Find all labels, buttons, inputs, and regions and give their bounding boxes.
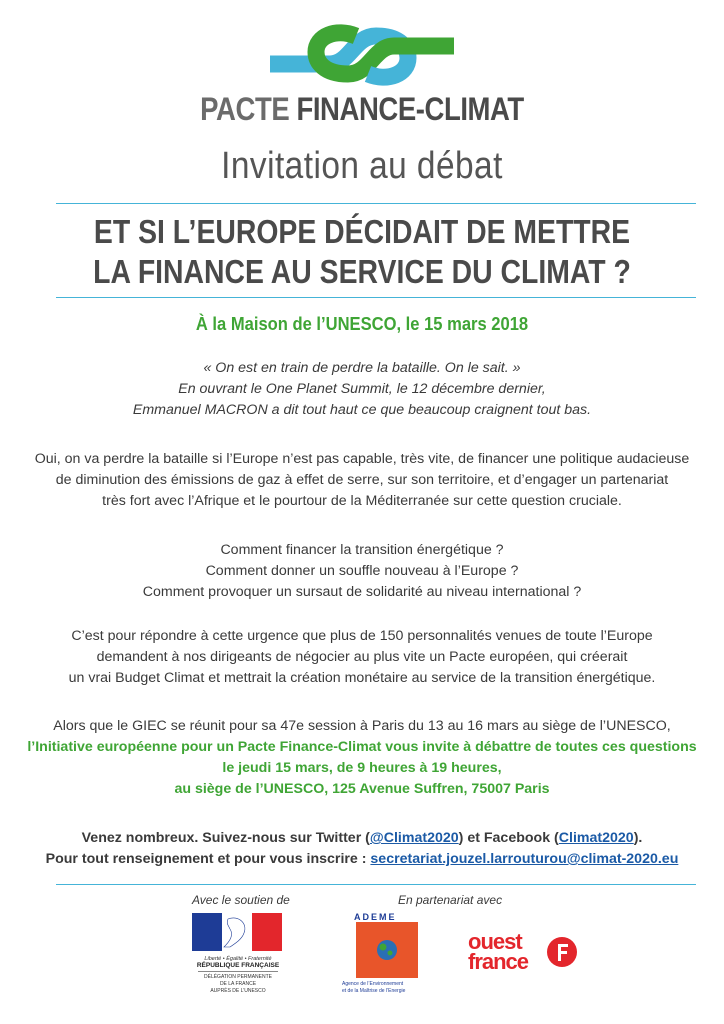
brand-word-2: FINANCE-CLIMAT	[296, 91, 524, 127]
quote-block	[0, 358, 724, 421]
ademe-name: ADEME	[354, 912, 397, 922]
rf-divider	[198, 971, 278, 972]
questions-block	[0, 540, 724, 603]
paragraph-3-line-2: l’Initiative européenne pour un Pacte Finance-Climat vous invite à débattre de toutes ces questions	[27, 739, 697, 755]
paragraph-2	[0, 626, 724, 689]
ademe-logo	[336, 912, 440, 1004]
rf-motto: Liberté • Égalité • Fraternité	[204, 956, 272, 962]
invitation-title: Invitation au débat	[221, 145, 503, 187]
rf-delegation-line-3: AUPRÈS DE L’UNESCO	[210, 988, 266, 994]
rf-delegation-line-2: DE LA FRANCE	[219, 981, 257, 987]
paragraph-3	[0, 716, 724, 800]
paragraph-2-line-3: un vrai Budget Climat et mettrait la création monétaire au service de la transition énergétique.	[68, 670, 656, 686]
republique-francaise-logo	[190, 913, 286, 999]
ademe-caption-line-2: et de la Maîtrise de l’Energie	[342, 988, 406, 994]
paragraph-2-line-1: C’est pour répondre à cette urgence que plus de 150 personnalités venues de toute l’Europe	[71, 628, 653, 644]
twitter-link[interactable]: @Climat2020	[369, 830, 459, 846]
knot-logo-icon	[268, 12, 456, 96]
ouest-france-emblem-icon	[546, 936, 578, 968]
quote-line-3: Emmanuel MACRON a dit tout haut ce que beaucoup craignent tout bas.	[132, 402, 592, 418]
contact-line-2	[0, 849, 724, 870]
quote-line-1: « On est en train de perdre la bataille. On le sait. »	[203, 360, 521, 376]
question-3: Comment provoquer un sursaut de solidarité au niveau international ?	[142, 584, 582, 600]
paragraph-1-line-3: très fort avec l’Afrique et le pourtour de la Méditerranée sur cette question cruciale.	[102, 493, 622, 509]
paragraph-3-line-1: Alors que le GIEC se réunit pour sa 47e session à Paris du 13 au 16 mars au siège de l’UNESCO,	[53, 718, 671, 734]
event-time: le jeudi 15 mars, de 9 heures à 19 heures,	[222, 760, 502, 776]
ouest-france-word-2: france	[468, 949, 529, 974]
contact-pre: Venez nombreux. Suivez-nous sur Twitter (	[81, 830, 370, 846]
paragraph-1	[0, 449, 724, 512]
marianne-flag-icon	[190, 913, 286, 951]
brand-word-1: PACTE	[200, 91, 290, 127]
rf-delegation-line-1: DÉLÉGATION PERMANENTE	[204, 974, 272, 980]
headline-line-1: ET SI L’EUROPE DÉCIDAIT DE METTRE	[93, 213, 631, 250]
rf-delegation	[190, 974, 286, 995]
contact-line-2-pre: Pour tout renseignement et pour vous inscrire :	[45, 851, 371, 867]
contact-mid: ) et Facebook (	[458, 830, 559, 846]
rf-name: RÉPUBLIQUE FRANÇAISE	[196, 962, 280, 969]
partnership-label: En partenariat avec	[398, 893, 503, 907]
quote-line-2: En ouvrant le One Planet Summit, le 12 décembre dernier,	[178, 381, 546, 397]
ademe-caption-line-1: Agence de l’Environnement	[342, 981, 404, 987]
paragraph-1-line-2: de diminution des émissions de gaz à effet de serre, sur son territoire, et d’engager un partenariat	[55, 472, 669, 488]
facebook-link[interactable]: Climat2020	[558, 830, 634, 846]
ouest-france-logo	[468, 929, 578, 976]
ouest-france-word-1: ouest	[468, 929, 522, 954]
question-1: Comment financer la transition énergétique ?	[220, 542, 504, 558]
contact-post: ).	[633, 830, 643, 846]
brand-name	[51, 91, 674, 128]
headline-line-2: LA FINANCE AU SERVICE DU CLIMAT ?	[93, 253, 631, 290]
support-label: Avec le soutien de	[192, 893, 290, 907]
paragraph-2-line-2: demandent à nos dirigeants de négocier au plus vite un Pacte européen, qui créerait	[96, 649, 628, 665]
email-link[interactable]: secretariat.jouzel.larrouturou@climat-2020.eu	[370, 851, 679, 867]
divider-top	[56, 203, 696, 204]
divider-headline	[56, 297, 696, 298]
contact-block	[0, 828, 724, 870]
paragraph-1-line-1: Oui, on va perdre la bataille si l’Europe n’est pas capable, très vite, de financer une politique audacieuse	[34, 451, 690, 467]
divider-bottom	[56, 884, 696, 885]
event-address: au siège de l’UNESCO, 125 Avenue Suffren, 75007 Paris	[174, 781, 550, 797]
event-date-line: À la Maison de l’UNESCO, le 15 mars 2018	[195, 314, 529, 334]
contact-line-1	[0, 828, 724, 849]
ademe-caption	[342, 981, 440, 995]
question-2: Comment donner un souffle nouveau à l’Europe ?	[205, 563, 519, 579]
ouest-france-wordmark	[468, 929, 529, 974]
ademe-globe-icon	[356, 922, 418, 978]
headline	[51, 212, 674, 292]
